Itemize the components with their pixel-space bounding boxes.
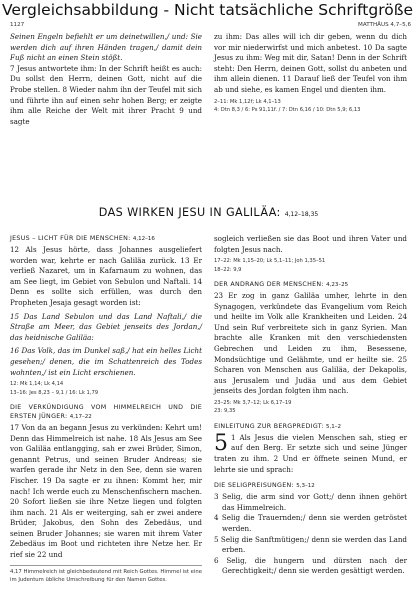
top-right-column (214, 32, 407, 114)
chapter-title-text: DAS WIRKEN JESU IN GALILÄA: (98, 206, 281, 219)
top-left-column (10, 32, 202, 127)
verse-text: 17 Von da an begann Jesus zu verkünden: Kehrt um! Denn das Himmelreich ist nahe. 18 Als Jesus am See von Galiläa entlangging, sah er zwei Brüder, Simon, genannt Petrus, und seinen Bruder Andreas; sie warfen gerade ihr Netz in den See, denn sie waren Fischer. 19 Da sagte er zu ihnen: Kommt her, mir nach! Ich werde euch zu Menschenfischern machen. 20 Sofort ließen sie ihre Netze liegen und folgten ihm nach. 21 Als er weiterging, sah er zwei andere Brüder, Jakobus, den Sohn des Zebedäus, und seinen Bruder Johannes; sie waren mit ihrem Vater Zebedäus im Boot und richteten ihre Netze her. Er rief sie 22 und (10, 422, 202, 560)
footnote-divider (10, 565, 202, 566)
running-head (10, 20, 411, 30)
verse-text: 16 Das Volk, das im Dunkel saß,/ hat ein helles Licht gesehen;/ denen, die im Schattenreich des Todes wohnten,/ ist ein Licht erschienen. (10, 346, 202, 377)
chapter-title (0, 206, 417, 219)
section-heading-text: EINLEITUNG ZUR BERGPREDIGT: (214, 422, 324, 430)
verse-paragraph (214, 430, 407, 475)
verse-text: Seinen Engeln befiehlt er um deinetwillen,/ und: Sie werden dich auf ihren Händen tragen,/ damit dein Fuß nicht an einen Stein stößt. (10, 32, 202, 63)
verse-text: 15 Das Land Sebulon und das Land Naftali,/ die Straße am Meer, das Gebiet jenseits des Jordan,/ das heidnische Galiläa: (10, 311, 202, 342)
section-heading (214, 422, 407, 432)
section-heading-text: DIE VERKÜNDIGUNG VOM HIMMELREICH UND DIE ERSTEN JÜNGER: (10, 403, 202, 420)
left-column (10, 234, 202, 584)
verse-text: 12 Als Jesus hörte, dass Johannes ausgeliefert worden war, kehrte er nach Galiläa zurück. 13 Er verließ Nazaret, um in Kafarnaum zu wohnen, das am See liegt, im Gebiet von Sebulon und Naftali. 14 Denn es sollte sich erfüllen, was durch den Propheten Jesaja gesagt worden ist: (10, 245, 202, 307)
cross-references: 12: Mk 1,14; Lk 4,14 (10, 381, 64, 388)
section-heading-text: JESUS – LICHT FÜR DIE MENSCHEN: (10, 235, 131, 242)
cross-references: 18–22: 9,9 (214, 266, 242, 273)
cross-references: 2–11: Mk 1,12f; Lk 4,1–13 (214, 98, 281, 105)
section-heading (10, 403, 202, 422)
page-reference: MATTHÄUS 4,7–5,6 (358, 22, 411, 28)
verse-text: 1 Als Jesus die vielen Menschen sah, stieg er auf den Berg. Er setzte sich und seine Jünger traten zu ihm. 2 Und er öffnete seinen Mund, er lehrte sie und sprach: (214, 432, 407, 474)
cross-references: 23–25: Mk 3,7–12; Lk 6,17–19 (214, 399, 292, 406)
section-heading-ref: 5,3–12 (296, 483, 315, 490)
verse-text: sogleich verließen sie das Boot und ihren Vater und folgten Jesus nach. (214, 234, 407, 254)
section-heading (214, 280, 407, 290)
verse-text: zu ihm: Das alles will ich dir geben, wenn du dich vor mir niederwirfst und mich anbetest. 10 Da sagte Jesus zu ihm: Weg mit dir, Satan! Denn in der Schrift steht: Den Herrn, deinen Gott, sollst du anbeten und ihm allein dienen. 11 Darauf ließ der Teufel von ihm ab und siehe, es kamen Engel und dienten ihm. (214, 32, 407, 94)
right-column (214, 234, 407, 577)
chapter-dropcap: 5 (214, 430, 228, 456)
section-heading (214, 481, 407, 491)
cross-references: 4: Dtn 8,3 / 6: Ps 91,11f. / 7: Dtn 6,16 / 10: Dtn 5,9; 6,13 (214, 106, 361, 113)
section-heading-text: DIE SELIGPREISUNGEN: (214, 482, 294, 490)
section-heading-ref: 4,23–25 (326, 282, 349, 288)
verse-text: 23 Er zog in ganz Galiläa umher, lehrte in den Synagogen, verkündete das Evangelium vom Reich und heilte im Volk alle Krankheiten und Leiden. 24 Und sein Ruf verbreitete sich in ganz Syrien. Man brachte alle Kranken mit den verschiedensten Gebrechen und Leiden zu ihm, Besessene, Mondsüchtige und Gelähmte, und er heilte sie. 25 Scharen von Menschen aus Galiläa, der Dekapolis, aus Jerusalem und Judäa und aus dem Gebiet jenseits des Jordan folgten ihm nach. (214, 291, 407, 396)
chapter-title-ref: 4,12–18,35 (284, 211, 319, 218)
cross-references: 23: 9,35 (214, 408, 236, 415)
beatitude: 3 Selig, die arm sind vor Gott;/ denn ihnen gehört das Himmelreich. (214, 492, 407, 512)
beatitude: 5 Selig die Sanftmütigen;/ denn sie werden das Land erben. (214, 534, 407, 555)
section-heading-ref: 4,17–22 (69, 413, 92, 420)
page-number: 1127 (10, 22, 25, 28)
beatitude: 4 Selig die Trauernden;/ denn sie werden getröstet werden. (214, 513, 407, 533)
cross-references: 13–16: Jes 8,23 – 9,1 / 16: Lk 1,79 (10, 389, 99, 396)
beatitude: 6 Selig, die hungern und dürsten nach der Gerechtigkeit;/ denn sie werden gesättigt werden. (214, 555, 407, 576)
comparison-banner: Vergleichsabbildung - Nicht tatsächliche Schriftgröße (0, 0, 417, 20)
section-heading-text: DER ANDRANG DER MENSCHEN: (214, 281, 324, 288)
section-heading (10, 234, 202, 244)
cross-references: 17–22: Mk 1,15–20; Lk 5,1–11; Joh 1,35–51 (214, 258, 326, 265)
footnote: 4,17 Himmelreich ist gleichbedeutend mit Reich Gottes. Himmel ist eine im Judentum übliche Umschreibung für den Namen Gottes. (10, 568, 202, 583)
verse-text: 7 Jesus antwortete ihm: In der Schrift heißt es auch: Du sollst den Herrn, deinen Gott, nicht auf die Probe stellen. 8 Wieder nahm ihn der Teufel mit sich und führte ihn auf einen sehr hohen Berg; er zeigte ihm alle Reiche der Welt mit ihrer Pracht 9 und sagte (10, 63, 202, 126)
section-heading-ref: 5,1–2 (326, 423, 341, 430)
section-heading-ref: 4,12–16 (132, 236, 155, 242)
